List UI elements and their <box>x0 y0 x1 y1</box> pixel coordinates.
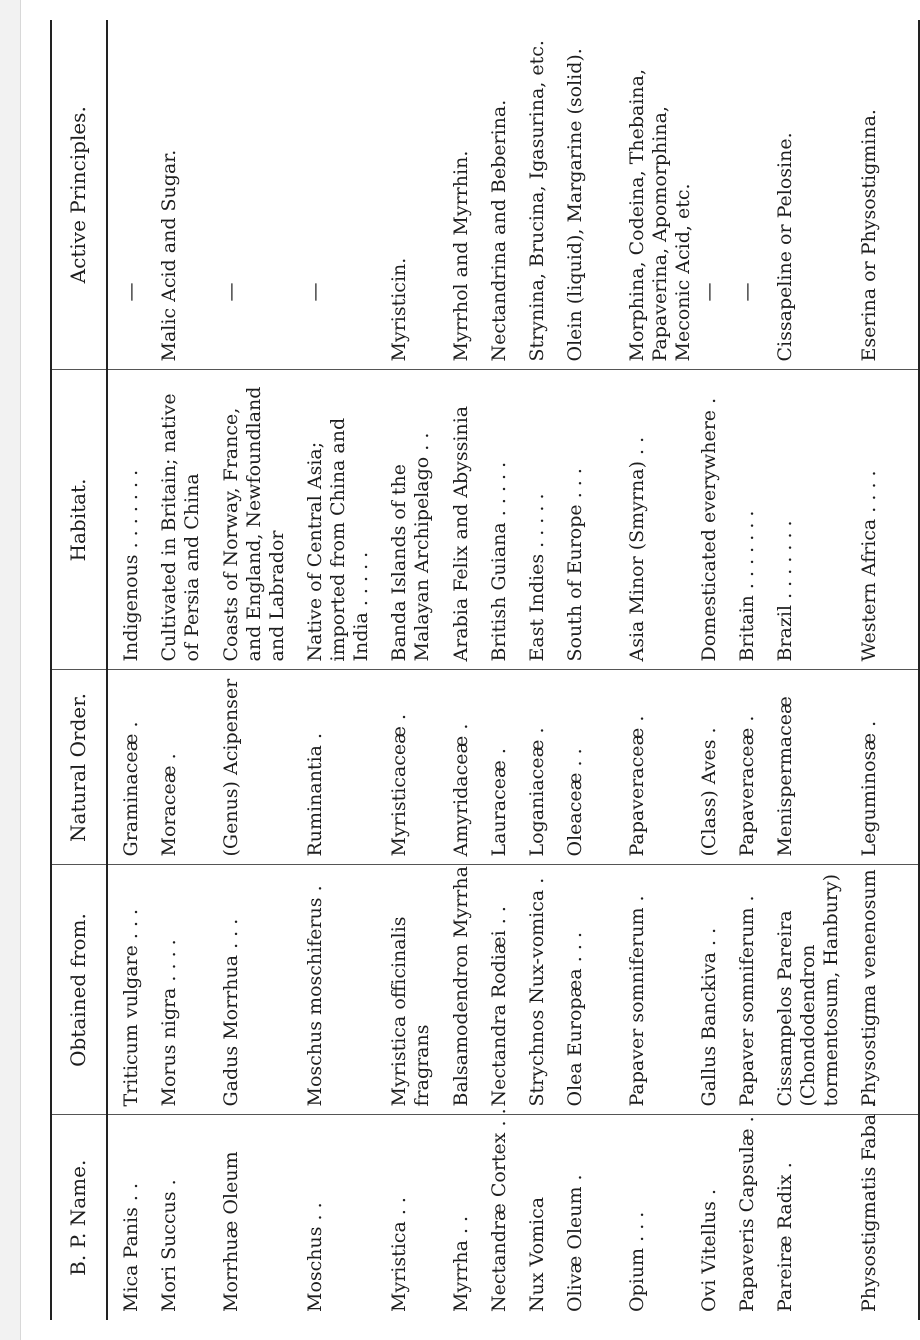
drug-table-rotated <box>50 20 881 1320</box>
cell-principles: Eserina or Physostigmina. <box>856 20 919 370</box>
cell-habitat: Asia Minor (Smyrna) . . <box>624 370 696 670</box>
cell-name: Mori Succus . <box>158 1179 180 1312</box>
page-edge-strip <box>0 0 21 1340</box>
cell-source: Papaver somniferum . <box>734 865 772 1115</box>
cell-habitat: Coasts of Norway, France, and England, Newfoundland and Labrador <box>218 370 302 670</box>
cell-name: Physostigmatis Faba . <box>856 1115 919 1320</box>
cell-principles: Morphina, Codeina, Thebaina, Papaverina, Apomorphina, Meconic Acid, etc. <box>624 20 696 370</box>
cell-source: Balsamodendron Myrrha <box>448 865 486 1115</box>
cell-name: Opium . . . <box>626 1211 648 1312</box>
cell-habitat: Cultivated in Britain; native of Persia and China <box>156 370 218 670</box>
cell-order: Oleaceæ . . <box>562 670 624 865</box>
cell-principles: — <box>302 20 386 370</box>
header-principles: Active Principles. <box>51 20 107 370</box>
cell-source: Papaver somniferum . <box>624 865 696 1115</box>
cell-habitat: East Indies . . . . . <box>524 370 562 670</box>
cell-order: Graminaceæ . <box>107 670 156 865</box>
header-source: Obtained from. <box>51 865 107 1115</box>
table-row <box>524 20 562 1320</box>
cell-name: Olivæ Oleum . <box>564 1174 586 1312</box>
cell-source: Myristica officinalis fragrans <box>386 865 448 1115</box>
cell-principles: Malic Acid and Sugar. <box>156 20 218 370</box>
cell-order: Menispermaceæ <box>772 670 856 865</box>
table-row <box>302 20 386 1320</box>
cell-habitat: Banda Islands of the Malayan Archipelago . . <box>386 370 448 670</box>
cell-principles: Myrrhol and Myrrhin. <box>448 20 486 370</box>
cell-habitat: Brazil . . . . . . . <box>772 370 856 670</box>
cell-order: Leguminosæ . <box>856 670 919 865</box>
cell-principles: Cissapeline or Pelosine. <box>772 20 856 370</box>
table-row <box>772 20 856 1320</box>
header-order: Natural Order. <box>51 670 107 865</box>
cell-principles: — <box>734 20 772 370</box>
cell-principles: Myristicin. <box>386 20 448 370</box>
table-row <box>696 20 734 1320</box>
cell-principles: — <box>107 20 156 370</box>
cell-order: (Genus) Acipenser <box>218 670 302 865</box>
cell-source: Olea Europæa . . . <box>562 865 624 1115</box>
cell-habitat: Domesticated everywhere . <box>696 370 734 670</box>
table-row <box>734 20 772 1320</box>
cell-habitat: Britain . . . . . . . <box>734 370 772 670</box>
cell-order: Lauraceæ . <box>486 670 524 865</box>
table-row <box>156 20 218 1320</box>
cell-order: Moraceæ . <box>156 670 218 865</box>
cell-source: Triticum vulgare . . . <box>107 865 156 1115</box>
cell-source: Strychnos Nux-vomica . <box>524 865 562 1115</box>
header-name: B. P. Name. <box>51 1115 107 1320</box>
cell-habitat: British Guiana . . . . . <box>486 370 524 670</box>
cell-habitat: South of Europe . . . <box>562 370 624 670</box>
cell-name: Nectandræ Cortex . . <box>488 1108 510 1312</box>
cell-name: Mica Panis . . <box>120 1182 142 1312</box>
cell-name: Myrrha . . <box>450 1215 472 1312</box>
cell-order: (Class) Aves . <box>696 670 734 865</box>
cell-source: Gadus Morrhua . . . <box>218 865 302 1115</box>
cell-name: Myristica . . <box>388 1197 410 1312</box>
header-habitat: Habitat. <box>51 370 107 670</box>
table-row <box>856 20 919 1320</box>
table-row <box>218 20 302 1320</box>
cell-principles: Nectandrina and Beberina. <box>486 20 524 370</box>
cell-order: Amyridaceæ . <box>448 670 486 865</box>
table-row <box>448 20 486 1320</box>
cell-habitat: Indigenous . . . . . . . <box>107 370 156 670</box>
table-row <box>624 20 696 1320</box>
cell-name: Moschus . . <box>304 1202 326 1312</box>
cell-principles: Strynina, Brucina, Igasurina, etc. <box>524 20 562 370</box>
header-row <box>51 20 107 1320</box>
cell-principles: — <box>696 20 734 370</box>
cell-source: Cissampelos Pareira (Chondodendron tormentosum, Hanbury) <box>772 865 856 1115</box>
cell-habitat: Native of Central Asia; imported from China and India . . . . . <box>302 370 386 670</box>
table-row <box>386 20 448 1320</box>
cell-order: Loganiaceæ . <box>524 670 562 865</box>
cell-principles: — <box>218 20 302 370</box>
table-row <box>486 20 524 1320</box>
cell-name: Pareiræ Radix . <box>774 1162 797 1312</box>
table-row <box>562 20 624 1320</box>
table-row <box>107 20 156 1320</box>
cell-habitat: Western Africa . . . . <box>856 370 919 670</box>
cell-order: Myristicaceæ . <box>386 670 448 865</box>
cell-source: Nectandra Rodiæi . . <box>486 865 524 1115</box>
cell-order: Papaveraceæ . <box>624 670 696 865</box>
cell-name: Papaveris Capsulæ . <box>736 1116 759 1312</box>
cell-source: Gallus Banckiva . . <box>696 865 734 1115</box>
cell-name: Ovi Vitellus . <box>698 1189 721 1312</box>
cell-principles: Olein (liquid), Margarine (solid). <box>562 20 624 370</box>
cell-order: Ruminantia . <box>302 670 386 865</box>
cell-source: Physostigma venenosum <box>856 865 919 1115</box>
cell-name: Nux Vomica <box>526 1196 548 1312</box>
materia-medica-table <box>50 20 920 1320</box>
cell-order: Papaveraceæ . <box>734 670 772 865</box>
cell-source: Moschus moschiferus . <box>302 865 386 1115</box>
cell-habitat: Arabia Felix and Abyssinia <box>448 370 486 670</box>
cell-source: Morus nigra . . . . <box>156 865 218 1115</box>
cell-name: Morrhuæ Oleum <box>220 1151 242 1312</box>
